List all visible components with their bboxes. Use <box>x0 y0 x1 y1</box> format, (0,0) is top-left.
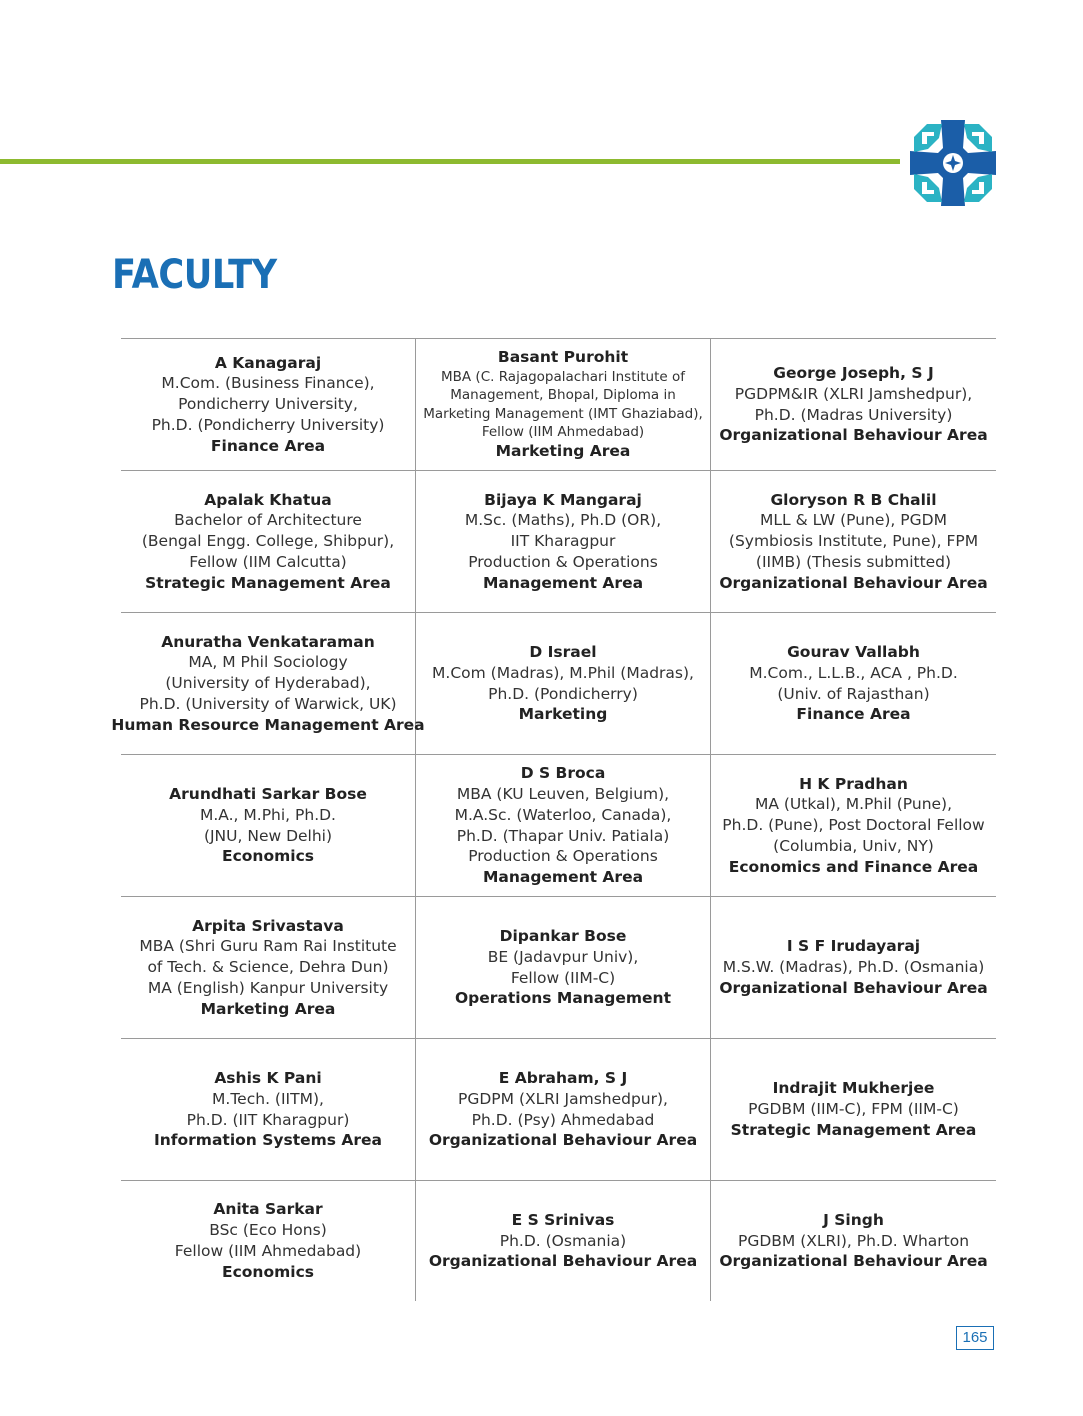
faculty-qualification: MLL & LW (Pune), PGDM <box>760 511 947 530</box>
faculty-entry <box>711 1181 996 1301</box>
faculty-area: Management Area <box>482 573 644 592</box>
faculty-entry <box>711 613 996 754</box>
faculty-qualification: MA (Utkal), M.Phil (Pune), <box>754 795 953 814</box>
faculty-area: Information Systems Area <box>153 1131 383 1150</box>
faculty-name: I S F Irudayaraj <box>786 937 921 956</box>
faculty-name: George Joseph, S J <box>773 363 934 382</box>
faculty-entry <box>416 1039 711 1180</box>
table-row <box>121 339 996 471</box>
faculty-area: Operations Management <box>454 989 671 1008</box>
faculty-qualification: Bachelor of Architecture <box>174 511 362 530</box>
faculty-area: Marketing Area <box>200 999 336 1018</box>
faculty-entry <box>121 1181 416 1301</box>
faculty-area: Economics <box>222 847 314 866</box>
faculty-area: Organizational Behaviour Area <box>719 978 988 997</box>
faculty-qualification: M.Com., L.L.B., ACA , Ph.D. <box>749 663 958 682</box>
faculty-qualification: M.A.Sc. (Waterloo, Canada), <box>454 805 672 824</box>
faculty-qualification: (Bengal Engg. College, Shibpur), <box>141 532 395 551</box>
faculty-qualification: Ph.D. (Pondicherry University) <box>151 415 385 434</box>
faculty-name: Bijaya K Mangaraj <box>484 490 642 509</box>
faculty-qualification: BE (Jadavpur Univ), <box>487 947 639 966</box>
faculty-entry <box>711 755 996 896</box>
faculty-qualification: (JNU, New Delhi) <box>203 826 333 845</box>
faculty-qualification: Marketing Management (IMT Ghaziabad), <box>423 405 703 422</box>
faculty-qualification: Ph.D. (Pune), Post Doctoral Fellow <box>722 816 985 835</box>
faculty-entry <box>121 471 416 612</box>
faculty-qualification: Ph.D. (Madras University) <box>754 405 953 424</box>
page-number: 165 <box>956 1326 994 1350</box>
faculty-qualification: Ph.D. (Psy) Ahmedabad <box>471 1110 655 1129</box>
faculty-name: Dipankar Bose <box>499 926 627 945</box>
faculty-qualification: Ph.D. (IIT Kharagpur) <box>186 1110 350 1129</box>
table-row <box>121 471 996 613</box>
faculty-qualification: PGDBM (XLRI), Ph.D. Wharton <box>737 1231 970 1250</box>
faculty-entry <box>416 755 711 896</box>
faculty-name: Gourav Vallabh <box>787 642 920 661</box>
faculty-name: Apalak Khatua <box>204 490 332 509</box>
faculty-area: Strategic Management Area <box>730 1120 977 1139</box>
faculty-name: J Singh <box>823 1210 884 1229</box>
faculty-qualification: of Tech. & Science, Dehra Dun) <box>147 958 389 977</box>
table-row <box>121 755 996 897</box>
faculty-entry <box>121 897 416 1038</box>
institute-emblem-icon <box>908 118 998 208</box>
faculty-qualification: Ph.D. (University of Warwick, UK) <box>139 694 397 713</box>
faculty-qualification: (University of Hyderabad), <box>165 674 371 693</box>
faculty-area: Marketing Area <box>495 442 631 461</box>
faculty-qualification: Fellow (IIM Ahmedabad) <box>174 1242 362 1260</box>
faculty-entry <box>711 339 996 470</box>
faculty-qualification: M.S.W. (Madras), Ph.D. (Osmania) <box>722 958 985 977</box>
table-row <box>121 1181 996 1301</box>
faculty-area: Organizational Behaviour Area <box>428 1131 698 1150</box>
faculty-qualification: PGDPM&IR (XLRI Jamshedpur), <box>734 384 973 403</box>
faculty-area: Management Area <box>482 868 644 887</box>
faculty-area: Organizational Behaviour Area <box>719 1252 988 1271</box>
faculty-entry <box>416 613 711 754</box>
faculty-entry <box>416 897 711 1038</box>
faculty-qualification: Production & Operations <box>468 552 658 571</box>
faculty-qualification: (Univ. of Rajasthan) <box>777 684 930 703</box>
faculty-area: Finance Area <box>210 436 326 455</box>
faculty-qualification: PGDPM (XLRI Jamshedpur), <box>458 1089 668 1108</box>
faculty-name: E Abraham, S J <box>498 1068 628 1087</box>
faculty-qualification: BSc (Eco Hons) <box>209 1221 327 1240</box>
faculty-entry <box>711 1039 996 1180</box>
faculty-entry <box>121 755 416 896</box>
faculty-entry <box>416 339 711 470</box>
faculty-area: Marketing <box>518 705 608 724</box>
faculty-entry <box>711 471 996 612</box>
faculty-name: H K Pradhan <box>799 774 908 793</box>
faculty-area: Organizational Behaviour Area <box>428 1252 698 1271</box>
faculty-qualification: (Symbiosis Institute, Pune), FPM <box>728 532 979 551</box>
faculty-table <box>111 339 996 1301</box>
faculty-area: Strategic Management Area <box>145 573 391 592</box>
faculty-qualification: M.Com (Madras), M.Phil (Madras), <box>432 663 694 682</box>
faculty-qualification: MA, M Phil Sociology <box>188 653 348 672</box>
faculty-qualification: MBA (KU Leuven, Belgium), <box>456 784 670 803</box>
faculty-qualification: Ph.D. (Pondicherry) <box>488 684 638 703</box>
faculty-name: D Israel <box>529 642 597 661</box>
table-row <box>121 897 996 1039</box>
faculty-qualification: Ph.D. (Thapar Univ. Patiala) <box>456 826 670 845</box>
faculty-qualification: Production & Operations <box>468 847 658 866</box>
faculty-qualification: M.Com. (Business Finance), <box>161 374 375 393</box>
faculty-area: Organizational Behaviour Area <box>719 573 988 592</box>
faculty-qualification: (Columbia, Univ, NY) <box>773 836 934 855</box>
faculty-name: Arpita Srivastava <box>192 916 344 935</box>
faculty-area: Finance Area <box>796 705 911 724</box>
faculty-qualification: Ph.D. (Osmania) <box>499 1231 627 1250</box>
faculty-name: Gloryson R B Chalil <box>770 490 937 509</box>
faculty-qualification: (IIMB) (Thesis submitted) <box>755 552 952 571</box>
faculty-qualification: MBA (Shri Guru Ram Rai Institute <box>139 937 397 956</box>
faculty-area: Organizational Behaviour Area <box>719 426 988 445</box>
faculty-entry <box>711 897 996 1038</box>
faculty-qualification: Pondicherry University, <box>178 395 358 414</box>
faculty-area: Economics <box>222 1262 314 1281</box>
page-title: FACULTY <box>112 252 277 298</box>
faculty-qualification: Management, Bhopal, Diploma in <box>450 387 676 404</box>
faculty-name: Anuratha Venkataraman <box>161 632 375 651</box>
faculty-entry <box>121 339 416 470</box>
faculty-entry <box>121 1039 416 1180</box>
faculty-qualification: PGDBM (IIM-C), FPM (IIM-C) <box>748 1100 959 1119</box>
faculty-qualification: M.Sc. (Maths), Ph.D (OR), <box>464 511 662 530</box>
faculty-name: Indrajit Mukherjee <box>772 1079 935 1098</box>
faculty-name: Basant Purohit <box>497 347 629 366</box>
faculty-entry <box>111 613 425 754</box>
faculty-name: D S Broca <box>520 764 606 783</box>
faculty-qualification: MA (English) Kanpur University <box>147 978 389 997</box>
faculty-qualification: Fellow (IIM-C) <box>510 968 616 987</box>
table-row <box>111 613 996 755</box>
header-green-rule <box>0 159 900 164</box>
faculty-area: Human Resource Management Area <box>111 715 425 734</box>
faculty-area: Economics and Finance Area <box>728 857 979 876</box>
faculty-name: A Kanagaraj <box>214 353 322 372</box>
faculty-qualification: MBA (C. Rajagopalachari Institute of <box>441 368 685 385</box>
faculty-name: Arundhati Sarkar Bose <box>169 784 367 803</box>
table-row <box>121 1039 996 1181</box>
faculty-name: E S Srinivas <box>511 1210 615 1229</box>
faculty-qualification: M.Tech. (IITM), <box>212 1089 324 1108</box>
faculty-qualification: IIT Kharagpur <box>510 532 616 551</box>
faculty-name: Anita Sarkar <box>213 1200 323 1219</box>
faculty-name: Ashis K Pani <box>214 1068 322 1087</box>
faculty-qualification: Fellow (IIM Ahmedabad) <box>481 423 645 440</box>
faculty-entry <box>416 471 711 612</box>
faculty-qualification: M.A., M.Phi, Ph.D. <box>199 805 336 824</box>
faculty-qualification: Fellow (IIM Calcutta) <box>189 552 347 571</box>
faculty-entry <box>416 1181 711 1301</box>
